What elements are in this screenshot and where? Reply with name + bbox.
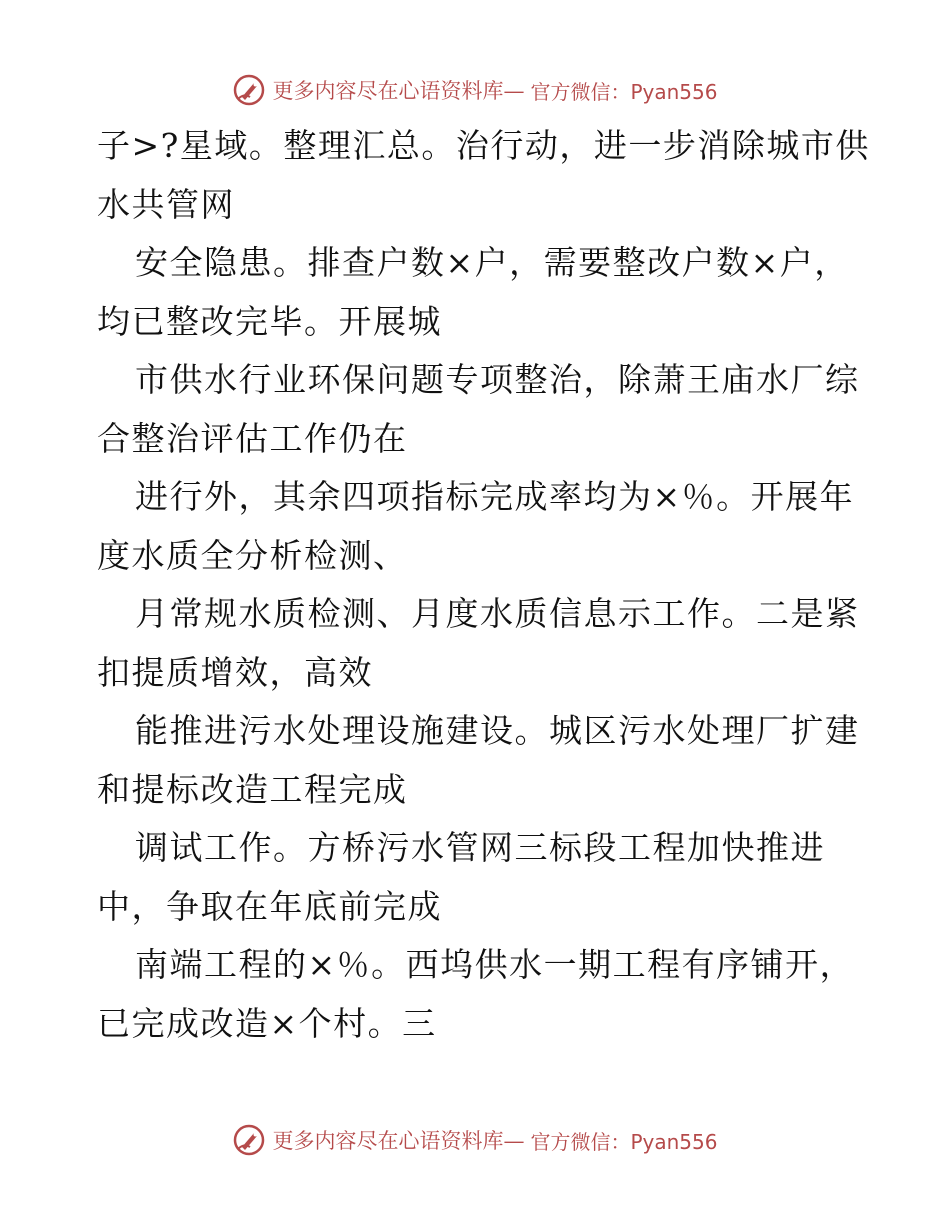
text-line: 能推进污水处理设施建设。城区污水处理厂扩建 (135, 711, 860, 750)
text-line: 月常规水质检测、月度水质信息示工作。二是紧 (135, 594, 860, 633)
banner-brand-text: 更多内容尽在心语资料库— (272, 1129, 525, 1153)
text-line: 安全隐患。排查户数×户，需要整改户数×户， (135, 243, 849, 282)
document-body (97, 117, 870, 1053)
text-line: 南端工程的×％。西坞供水一期工程有序铺开， (135, 945, 855, 984)
text-line: 合整治评估工作仍在 (97, 418, 408, 458)
pen-nib-seal-icon (232, 73, 266, 107)
text-line: 和提标改造工程完成 (97, 769, 408, 809)
text-line: 已完成改造×个村。三 (97, 1003, 437, 1043)
banner-brand-text: 更多内容尽在心语资料库— (272, 79, 525, 103)
text-line: 调试工作。方桥污水管网三标段工程加快推进 (135, 828, 825, 867)
text-line: 中，争取在年底前完成 (97, 886, 442, 926)
footer-banner (0, 1120, 950, 1160)
header-banner (0, 70, 950, 110)
text-line: 均已整改完毕。开展城 (97, 301, 442, 341)
banner-wechat-text: 官方微信：Pyan556 (530, 79, 718, 104)
text-line: 子>?星域。整理汇总。治行动，进一步消除城市供 (97, 126, 870, 165)
text-line: 市供水行业环保问题专项整治，除萧王庙水厂综 (135, 360, 860, 399)
text-line: 度水质全分析检测、 (97, 535, 408, 575)
text-line: 进行外，其余四项指标完成率均为×％。开展年 (135, 477, 855, 516)
text-line: 水共管网 (97, 184, 235, 224)
text-line: 扣提质增效，高效 (97, 652, 373, 692)
pen-nib-seal-icon (232, 1123, 266, 1157)
banner-wechat-text: 官方微信：Pyan556 (530, 1129, 718, 1154)
